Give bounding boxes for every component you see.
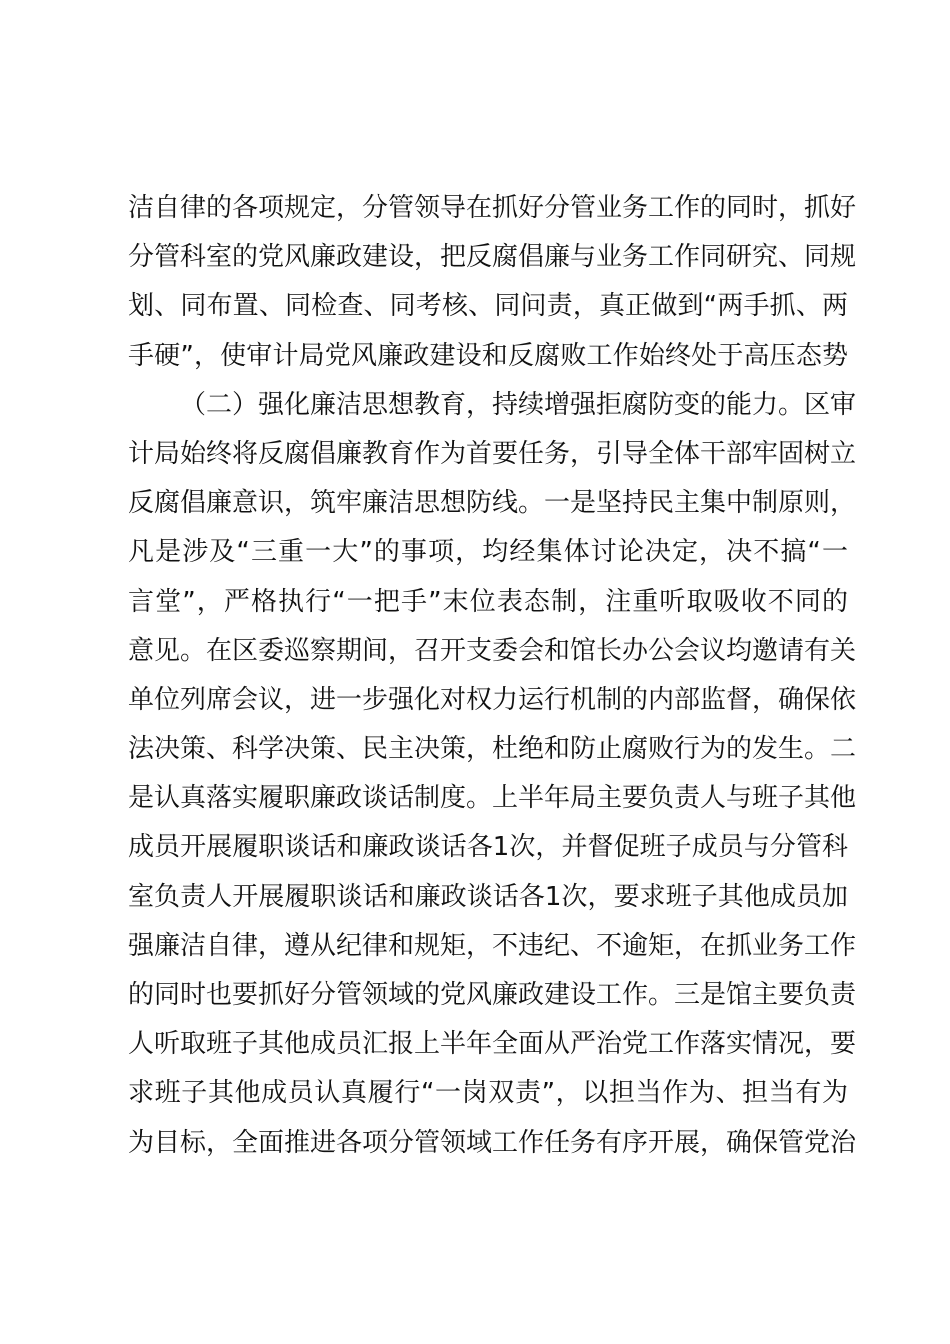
text-line: 法决策、科学决策、民主决策，杜绝和防止腐败行为的发生。二	[128, 734, 857, 765]
text-line: 成员开展履职谈话和廉政谈话各1次，并督促班子成员与分管科	[128, 832, 848, 863]
text-line: 洁自律的各项规定，分管领导在抓好分管业务工作的同时，抓好	[128, 193, 857, 223]
text-line: 反腐倡廉意识，筑牢廉洁思想防线。一是坚持民主集中制原则，	[128, 488, 857, 519]
text-line: 意见。在区委巡察期间，召开支委会和馆长办公会议均邀请有关	[128, 635, 857, 666]
text-line: 强廉洁自律，遵从纪律和规矩，不违纪、不逾矩，在抓业务工作	[128, 930, 857, 961]
text-line: 是认真落实履职廉政谈话制度。上半年局主要负责人与班子其他	[128, 783, 857, 814]
text-line: 室负责人开展履职谈话和廉政谈话各1次，要求班子其他成员加	[128, 881, 848, 912]
text-line: 为目标，全面推进各项分管领域工作任务有序开展，确保管党治	[128, 1127, 857, 1158]
text-line: 凡是涉及“三重一大”的事项，均经集体讨论决定，决不搞“一	[128, 537, 848, 568]
text-line: 分管科室的党风廉政建设，把反腐倡廉与业务工作同研究、同规	[128, 242, 857, 273]
text-line: 求班子其他成员认真履行“一岗双责”，以担当作为、担当有为	[128, 1078, 848, 1109]
text-line: 单位列席会议，进一步强化对权力运行机制的内部监督，确保依	[128, 684, 857, 715]
text-line: 的同时也要抓好分管领域的党风廉政建设工作。三是馆主要负责	[128, 980, 857, 1010]
text-line: 言堂”，严格执行“一把手”末位表态制，注重听取吸收不同的	[128, 586, 848, 617]
text-line: 人听取班子其他成员汇报上半年全面从严治党工作落实情况，要	[128, 1029, 857, 1060]
text-line: 计局始终将反腐倡廉教育作为首要任务，引导全体干部牢固树立	[128, 438, 857, 469]
section-heading-line: （二）强化廉洁思想教育，持续增强拒腐防变的能力。区审	[180, 389, 857, 420]
text-line: 划、同布置、同检查、同考核、同问责，真正做到“两手抓、两	[128, 291, 848, 322]
body-text	[128, 184, 857, 1168]
text-line: 手硬”，使审计局党风廉政建设和反腐败工作始终处于高压态势	[128, 340, 848, 371]
